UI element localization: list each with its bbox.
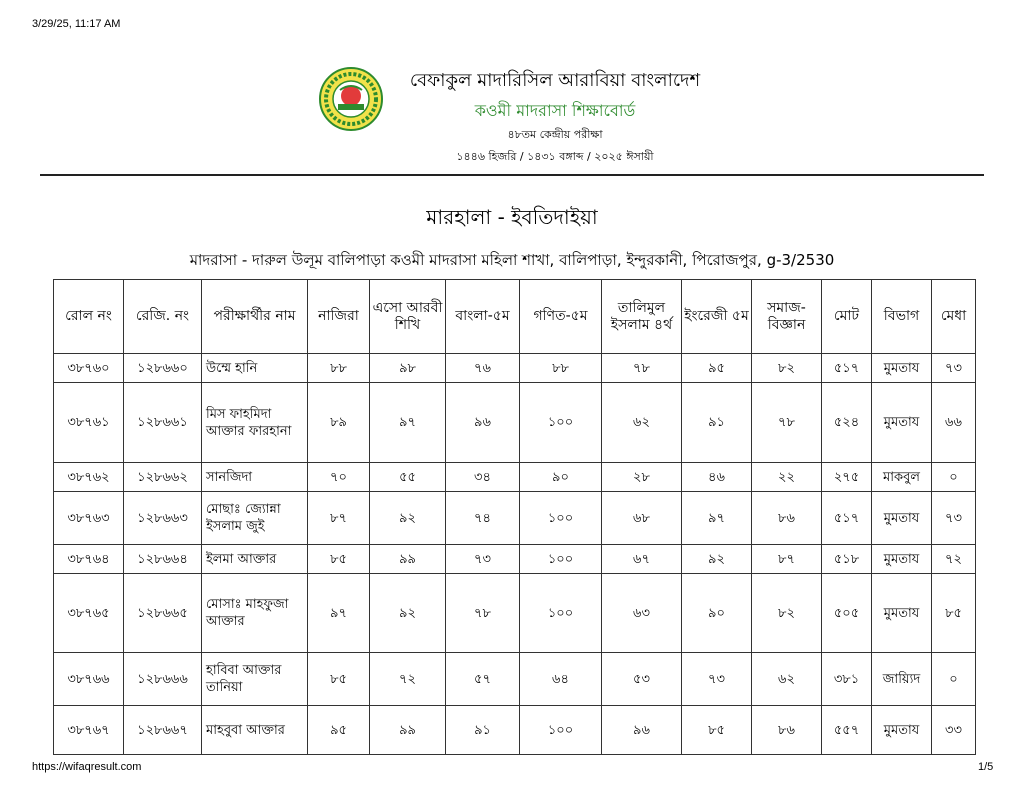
bangla-mark: ৭৮: [446, 574, 520, 653]
madrasa-info: মাদরাসা - দারুল উলূম বালিপাড়া কওমী মাদরাসা মহিলা শাখা, বালিপাড়া, ইন্দুরকানী, পিরোজপুর, g-3/2530: [189, 251, 835, 269]
division: মুমতায: [872, 383, 932, 463]
bangla-mark: ৭৩: [446, 545, 520, 574]
merit-position: ৭৩: [932, 492, 976, 545]
total-mark: ৫২৪: [822, 383, 872, 463]
bangla-mark: ৫৭: [446, 653, 520, 706]
bangla-mark: ৯৬: [446, 383, 520, 463]
roll-number: ৩৮৭৬৫: [54, 574, 124, 653]
student-name: মিস ফাহমিদা আক্তার ফারহানা: [202, 383, 308, 463]
english-mark: ৯২: [682, 545, 752, 574]
total-mark: ৩৮১: [822, 653, 872, 706]
roll-number: ৩৮৭৬১: [54, 383, 124, 463]
math-mark: ১০০: [520, 383, 602, 463]
table-row: [54, 492, 976, 545]
total-mark: ৫৫৭: [822, 706, 872, 755]
merit-position: ৮৫: [932, 574, 976, 653]
english-mark: ৮৫: [682, 706, 752, 755]
registration-number: ১২৮৬৬৩: [124, 492, 202, 545]
merit-position: ৭২: [932, 545, 976, 574]
social-science-mark: ৬২: [752, 653, 822, 706]
merit-position: ৩৩: [932, 706, 976, 755]
merit-position: ৬৬: [932, 383, 976, 463]
math-mark: ৮৮: [520, 354, 602, 383]
division: মুমতায: [872, 574, 932, 653]
column-header: বিভাগ: [872, 280, 932, 354]
column-header: নাজিরা: [308, 280, 370, 354]
table-row: [54, 463, 976, 492]
organization-name: বেফাকুল মাদারিসিল আরাবিয়া বাংলাদেশ: [409, 70, 701, 91]
header-divider: [40, 174, 984, 176]
nazira-mark: ৯৭: [308, 574, 370, 653]
arabic-mark: ৯৮: [370, 354, 446, 383]
english-mark: ৭৩: [682, 653, 752, 706]
talimul-islam-mark: ২৮: [602, 463, 682, 492]
exam-name: ৪৮তম কেন্দ্রীয় পরীক্ষা: [507, 128, 603, 141]
column-header: রেজি. নং: [124, 280, 202, 354]
merit-position: ৭৩: [932, 354, 976, 383]
table-row: [54, 354, 976, 383]
arabic-mark: ৯৯: [370, 706, 446, 755]
board-name: কওমী মাদরাসা শিক্ষাবোর্ড: [474, 101, 636, 120]
math-mark: ৯০: [520, 463, 602, 492]
student-name: সানজিদা: [202, 463, 308, 492]
column-header: এসো আরবী শিখি: [370, 280, 446, 354]
total-mark: ৫১৭: [822, 492, 872, 545]
registration-number: ১২৮৬৬১: [124, 383, 202, 463]
arabic-mark: ৭২: [370, 653, 446, 706]
column-header: তালিমুল ইসলাম ৪র্থ: [602, 280, 682, 354]
student-name: উম্মে হানি: [202, 354, 308, 383]
registration-number: ১২৮৬৬২: [124, 463, 202, 492]
footer-url: https://wifaqresult.com: [32, 761, 142, 773]
column-header: সমাজ-বিজ্ঞান: [752, 280, 822, 354]
division: মুমতায: [872, 545, 932, 574]
table-row: [54, 574, 976, 653]
arabic-mark: ৯৯: [370, 545, 446, 574]
social-science-mark: ৮৭: [752, 545, 822, 574]
exam-dates: ১৪৪৬ হিজরি / ১৪৩১ বঙ্গাব্দ / ২০২৫ ঈসায়ী: [456, 150, 654, 163]
nazira-mark: ৯৫: [308, 706, 370, 755]
division: মাকবুল: [872, 463, 932, 492]
registration-number: ১২৮৬৬৭: [124, 706, 202, 755]
math-mark: ৬৪: [520, 653, 602, 706]
social-science-mark: ৭৮: [752, 383, 822, 463]
table-row: [54, 545, 976, 574]
talimul-islam-mark: ৬২: [602, 383, 682, 463]
results-table: [53, 279, 976, 755]
column-header: বাংলা-৫ম: [446, 280, 520, 354]
nazira-mark: ৮৫: [308, 545, 370, 574]
division: মুমতায: [872, 354, 932, 383]
roll-number: ৩৮৭৬৪: [54, 545, 124, 574]
english-mark: ৪৬: [682, 463, 752, 492]
student-name: মাহবুবা আক্তার: [202, 706, 308, 755]
division: জায়্যিদ: [872, 653, 932, 706]
talimul-islam-mark: ৬৮: [602, 492, 682, 545]
division: মুমতায: [872, 706, 932, 755]
total-mark: ৫০৫: [822, 574, 872, 653]
student-name: ইলমা আক্তার: [202, 545, 308, 574]
page-number: 1/5: [978, 761, 994, 773]
math-mark: ১০০: [520, 706, 602, 755]
nazira-mark: ৮৫: [308, 653, 370, 706]
roll-number: ৩৮৭৬০: [54, 354, 124, 383]
social-science-mark: ৮২: [752, 574, 822, 653]
english-mark: ৯৭: [682, 492, 752, 545]
column-header: গণিত-৫ম: [520, 280, 602, 354]
talimul-islam-mark: ৯৬: [602, 706, 682, 755]
nazira-mark: ৮৯: [308, 383, 370, 463]
arabic-mark: ৯৭: [370, 383, 446, 463]
column-header: পরীক্ষার্থীর নাম: [202, 280, 308, 354]
social-science-mark: ৮২: [752, 354, 822, 383]
registration-number: ১২৮৬৬০: [124, 354, 202, 383]
table-row: [54, 383, 976, 463]
bangla-mark: ৩৪: [446, 463, 520, 492]
talimul-islam-mark: ৫৩: [602, 653, 682, 706]
nazira-mark: ৮৭: [308, 492, 370, 545]
merit-position: ০: [932, 463, 976, 492]
student-name: মোসাঃ মাহফুজা আক্তার: [202, 574, 308, 653]
talimul-islam-mark: ৬৩: [602, 574, 682, 653]
registration-number: ১২৮৬৬৪: [124, 545, 202, 574]
column-header: মোট: [822, 280, 872, 354]
total-mark: ২৭৫: [822, 463, 872, 492]
arabic-mark: ৯২: [370, 492, 446, 545]
merit-position: ০: [932, 653, 976, 706]
registration-number: ১২৮৬৬৫: [124, 574, 202, 653]
total-mark: ৫১৮: [822, 545, 872, 574]
roll-number: ৩৮৭৬৩: [54, 492, 124, 545]
table-row: [54, 653, 976, 706]
column-header: ইংরেজী ৫ম: [682, 280, 752, 354]
total-mark: ৫১৭: [822, 354, 872, 383]
print-datetime: 3/29/25, 11:17 AM: [32, 18, 121, 30]
board-emblem-icon: [318, 66, 384, 132]
table-row: [54, 706, 976, 755]
english-mark: ৯৫: [682, 354, 752, 383]
roll-number: ৩৮৭৬৬: [54, 653, 124, 706]
nazira-mark: ৮৮: [308, 354, 370, 383]
arabic-mark: ৫৫: [370, 463, 446, 492]
page-title: মারহালা - ইবতিদাইয়া: [426, 205, 598, 229]
bangla-mark: ৯১: [446, 706, 520, 755]
column-header: রোল নং: [54, 280, 124, 354]
division: মুমতায: [872, 492, 932, 545]
student-name: হাবিবা আক্তার তানিয়া: [202, 653, 308, 706]
registration-number: ১২৮৬৬৬: [124, 653, 202, 706]
social-science-mark: ৮৬: [752, 492, 822, 545]
column-header: মেধা: [932, 280, 976, 354]
math-mark: ১০০: [520, 492, 602, 545]
social-science-mark: ৮৬: [752, 706, 822, 755]
bangla-mark: ৭৬: [446, 354, 520, 383]
talimul-islam-mark: ৭৮: [602, 354, 682, 383]
student-name: মোছাঃ জ্যোন্না ইসলাম জুই: [202, 492, 308, 545]
social-science-mark: ২২: [752, 463, 822, 492]
arabic-mark: ৯২: [370, 574, 446, 653]
talimul-islam-mark: ৬৭: [602, 545, 682, 574]
english-mark: ৯০: [682, 574, 752, 653]
english-mark: ৯১: [682, 383, 752, 463]
roll-number: ৩৮৭৬৭: [54, 706, 124, 755]
nazira-mark: ৭০: [308, 463, 370, 492]
roll-number: ৩৮৭৬২: [54, 463, 124, 492]
math-mark: ১০০: [520, 574, 602, 653]
table-header-row: [54, 280, 976, 354]
bangla-mark: ৭৪: [446, 492, 520, 545]
math-mark: ১০০: [520, 545, 602, 574]
